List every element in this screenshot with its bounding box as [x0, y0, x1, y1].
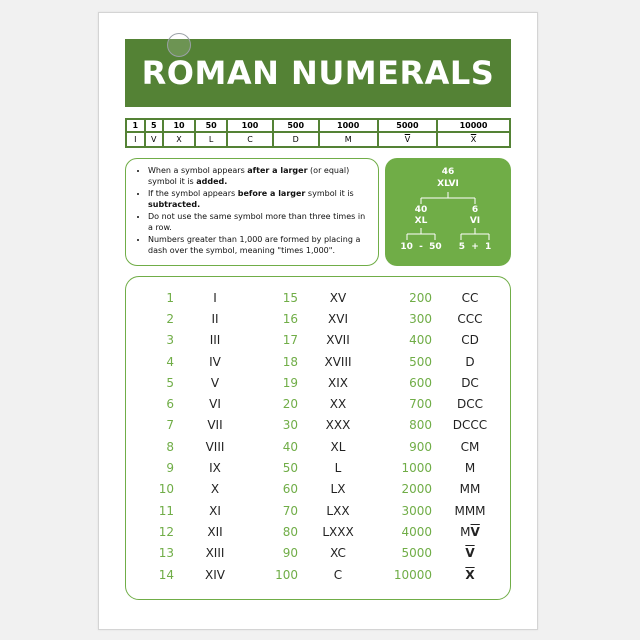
- roman-numeral: I: [213, 290, 217, 305]
- roman-numeral: XII: [207, 524, 223, 539]
- numeral-row: [126, 436, 256, 457]
- roman-numeral: XC: [330, 546, 346, 561]
- arabic-number: 60: [282, 482, 298, 497]
- numeral-row: [382, 521, 508, 542]
- key-arabic-row: [126, 119, 510, 132]
- numeral-row: [254, 372, 378, 393]
- arabic-number: 10000: [393, 567, 432, 582]
- numeral-row: [254, 521, 378, 542]
- arabic-number: 13: [158, 546, 174, 561]
- roman-numeral: LX: [330, 482, 346, 497]
- key-arabic-cell: 1000: [319, 119, 378, 132]
- key-arabic-cell: 10000: [437, 119, 510, 132]
- numeral-row: [382, 308, 508, 329]
- roman-numeral: DCCC: [452, 418, 488, 433]
- numeral-row: [126, 393, 256, 414]
- cursor-indicator: [167, 33, 191, 57]
- arabic-number: 2000: [401, 482, 432, 497]
- arabic-number: 1000: [401, 461, 432, 476]
- arabic-number: 900: [409, 439, 432, 454]
- roman-numeral: $\overline{X}$: [465, 567, 475, 582]
- numeral-row: [254, 330, 378, 351]
- numeral-column-1: [126, 287, 256, 585]
- arabic-number: 11: [158, 503, 174, 518]
- example-top-number: 46: [441, 167, 455, 177]
- example-right-roman: VI: [469, 216, 481, 226]
- arabic-number: 12: [158, 524, 174, 539]
- roman-numeral: XVII: [326, 333, 350, 348]
- key-arabic-cell: 5: [145, 119, 164, 132]
- numeral-row: [382, 479, 508, 500]
- key-roman-cell: X: [163, 132, 195, 147]
- numeral-row: [382, 330, 508, 351]
- roman-numeral: L: [334, 461, 342, 476]
- roman-numeral: IX: [209, 461, 221, 476]
- roman-numeral: CD: [461, 333, 479, 348]
- arabic-number: 2: [166, 311, 174, 326]
- arabic-number: 19: [282, 375, 298, 390]
- example-left-expression: 10 - 50: [400, 242, 442, 252]
- arabic-number: 10: [158, 482, 174, 497]
- numeral-row: [254, 415, 378, 436]
- key-arabic-cell: 1: [126, 119, 145, 132]
- arabic-number: 4000: [401, 524, 432, 539]
- numeral-row: [254, 287, 378, 308]
- arabic-number: 1: [166, 290, 174, 305]
- rule-item: • When a symbol appears after a larger (or equal) symbol it is added.: [148, 165, 370, 187]
- numeral-row: [254, 308, 378, 329]
- numeral-column-3: [382, 287, 508, 585]
- arabic-number: 500: [409, 354, 432, 369]
- arabic-number: 70: [282, 503, 298, 518]
- arabic-number: 200: [409, 290, 432, 305]
- arabic-number: 700: [409, 397, 432, 412]
- roman-numeral: II: [211, 311, 219, 326]
- numeral-list-box: [125, 276, 511, 600]
- key-roman-row: [126, 132, 510, 147]
- numeral-row: [126, 287, 256, 308]
- numeral-row: [382, 564, 508, 585]
- example-right-expression: 5 + 1: [458, 242, 492, 252]
- numeral-row: [126, 479, 256, 500]
- key-roman-cell: $\overline{X}$: [437, 132, 510, 147]
- arabic-number: 80: [282, 524, 298, 539]
- arabic-number: 15: [282, 290, 298, 305]
- numeral-row: [382, 287, 508, 308]
- arabic-number: 5: [166, 375, 174, 390]
- roman-numeral: MMM: [454, 503, 486, 518]
- arabic-number: 17: [282, 333, 298, 348]
- arabic-number: 16: [282, 311, 298, 326]
- roman-numeral: LXX: [326, 503, 350, 518]
- roman-numeral: LXXX: [322, 524, 354, 539]
- key-roman-cell: I: [126, 132, 145, 147]
- key-arabic-cell: 50: [195, 119, 227, 132]
- roman-numeral: V: [210, 375, 220, 390]
- key-arabic-cell: 100: [227, 119, 273, 132]
- numeral-row: [254, 457, 378, 478]
- numeral-row: [126, 351, 256, 372]
- example-left-number: 40: [414, 205, 428, 215]
- key-arabic-cell: 5000: [378, 119, 437, 132]
- symbol-key-table: [125, 118, 511, 148]
- arabic-number: 100: [275, 567, 298, 582]
- roman-numeral: XL: [330, 439, 346, 454]
- example-breakdown: [385, 158, 511, 266]
- numeral-row: [382, 543, 508, 564]
- key-roman-cell: $\overline{V}$: [378, 132, 437, 147]
- arabic-number: 7: [166, 418, 174, 433]
- numeral-row: [254, 351, 378, 372]
- roman-numeral: DC: [461, 375, 479, 390]
- arabic-number: 3000: [401, 503, 432, 518]
- arabic-number: 400: [409, 333, 432, 348]
- roman-numeral: XXX: [325, 418, 351, 433]
- numeral-row: [254, 436, 378, 457]
- numeral-column-2: [254, 287, 378, 585]
- numeral-row: [382, 457, 508, 478]
- roman-numeral: XX: [329, 397, 347, 412]
- rule-item: • If the symbol appears before a larger symbol it is subtracted.: [148, 188, 370, 210]
- arabic-number: 14: [158, 567, 174, 582]
- numeral-row: [382, 393, 508, 414]
- roman-numeral: XIII: [205, 546, 225, 561]
- arabic-number: 90: [282, 546, 298, 561]
- roman-numeral: XVI: [328, 311, 348, 326]
- roman-numeral: XIV: [205, 567, 225, 582]
- rule-item: • Numbers greater than 1,000 are formed by placing a dash over the symbol, meaning "times 1,000".: [148, 234, 370, 256]
- numeral-row: [254, 543, 378, 564]
- numeral-row: [126, 500, 256, 521]
- arabic-number: 8: [166, 439, 174, 454]
- rules-box: [125, 158, 379, 266]
- roman-numeral: CC: [461, 290, 479, 305]
- arabic-number: 6: [166, 397, 174, 412]
- numeral-row: [254, 393, 378, 414]
- roman-numeral: MM: [459, 482, 481, 497]
- roman-numeral: X: [210, 482, 220, 497]
- numeral-row: [254, 500, 378, 521]
- roman-numeral: XV: [329, 290, 347, 305]
- roman-numeral: III: [209, 333, 221, 348]
- rule-item: • Do not use the same symbol more than three times in a row.: [148, 211, 370, 233]
- arabic-number: 4: [166, 354, 174, 369]
- arabic-number: 600: [409, 375, 432, 390]
- example-top-roman: XLVI: [437, 179, 459, 189]
- page-title: ROMAN NUMERALS: [141, 54, 495, 92]
- roman-numeral: D: [465, 354, 475, 369]
- roman-numeral: VIII: [205, 439, 225, 454]
- numeral-row: [126, 308, 256, 329]
- numeral-row: [126, 372, 256, 393]
- key-roman-cell: L: [195, 132, 227, 147]
- example-right-number: 6: [471, 205, 479, 215]
- numeral-row: [254, 479, 378, 500]
- key-roman-cell: D: [273, 132, 319, 147]
- numeral-row: [126, 457, 256, 478]
- numeral-row: [126, 521, 256, 542]
- key-roman-cell: C: [227, 132, 273, 147]
- roman-numeral: CCC: [457, 311, 483, 326]
- arabic-number: 5000: [401, 546, 432, 561]
- key-arabic-cell: 500: [273, 119, 319, 132]
- roman-numeral: XVIII: [324, 354, 352, 369]
- roman-numeral: VI: [209, 397, 221, 412]
- arabic-number: 18: [282, 354, 298, 369]
- roman-numeral: M: [464, 461, 476, 476]
- arabic-number: 800: [409, 418, 432, 433]
- key-roman-cell: M: [319, 132, 378, 147]
- roman-numeral: XI: [209, 503, 221, 518]
- arabic-number: 50: [282, 461, 298, 476]
- rules-list: [134, 165, 370, 256]
- key-roman-cell: V: [145, 132, 164, 147]
- numeral-row: [254, 564, 378, 585]
- numeral-row: [126, 564, 256, 585]
- roman-numeral: $M\overline{V}$: [460, 524, 480, 539]
- arabic-number: 40: [282, 439, 298, 454]
- example-left-roman: XL: [414, 216, 428, 226]
- arabic-number: 30: [282, 418, 298, 433]
- arabic-number: 9: [166, 461, 174, 476]
- roman-numeral: XIX: [328, 375, 348, 390]
- numeral-row: [126, 543, 256, 564]
- numeral-row: [126, 330, 256, 351]
- numeral-row: [126, 415, 256, 436]
- roman-numeral: IV: [209, 354, 221, 369]
- arabic-number: 3: [166, 333, 174, 348]
- document-page: [98, 12, 538, 630]
- roman-numeral: CM: [460, 439, 480, 454]
- key-arabic-cell: 10: [163, 119, 195, 132]
- arabic-number: 300: [409, 311, 432, 326]
- numeral-row: [382, 500, 508, 521]
- roman-numeral: C: [333, 567, 343, 582]
- numeral-row: [382, 436, 508, 457]
- numeral-row: [382, 372, 508, 393]
- roman-numeral: $\overline{V}$: [465, 546, 475, 561]
- roman-numeral: VII: [207, 418, 223, 433]
- arabic-number: 20: [282, 397, 298, 412]
- roman-numeral: DCC: [457, 397, 483, 412]
- numeral-row: [382, 415, 508, 436]
- numeral-row: [382, 351, 508, 372]
